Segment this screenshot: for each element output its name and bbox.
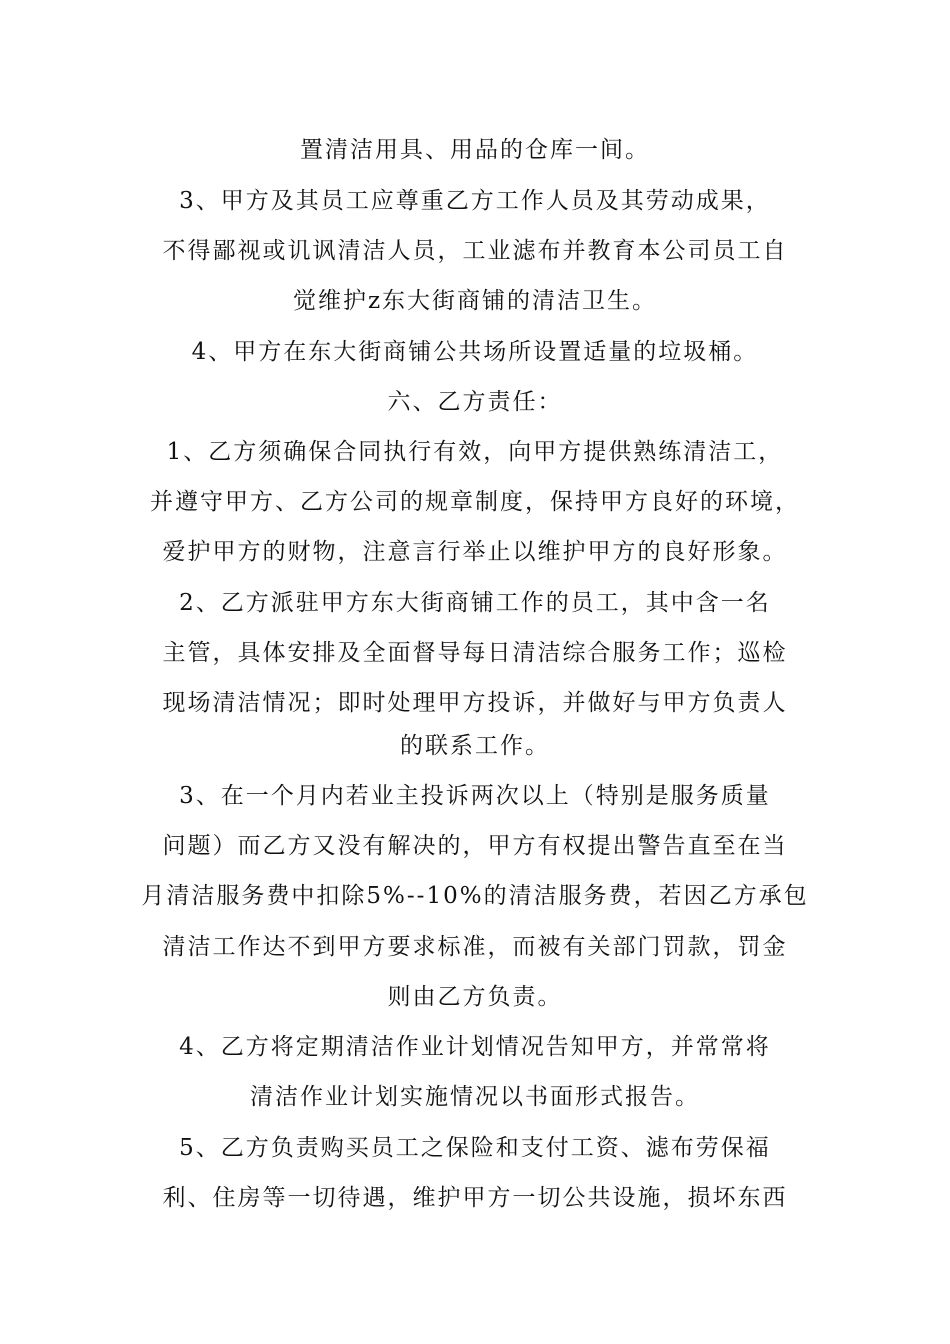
text-line: 主管，具体安排及全面督导每日清洁综合服务工作；巡检 (162, 640, 788, 666)
text-line: 4、乙方将定期清洁作业计划情况告知甲方，并常常将 (179, 1034, 771, 1060)
text-line: 2、乙方派驻甲方东大街商铺工作的员工，其中含一名 (179, 590, 771, 616)
text-line: 5、乙方负责购买员工之保险和支付工资、滤布劳保福 (179, 1135, 771, 1161)
text-line: 置清洁用具、用品的仓库一间。 (300, 137, 650, 163)
text-line: 不得鄙视或讥讽清洁人员，工业滤布并教育本公司员工自 (162, 238, 788, 264)
text-line: 3、甲方及其员工应尊重乙方工作人员及其劳动成果， (179, 188, 771, 214)
text-line: 清洁工作达不到甲方要求标准，而被有关部门罚款，罚金 (162, 934, 788, 960)
text-line: 觉维护z东大街商铺的清洁卫生。 (292, 288, 658, 314)
text-line: 并遵守甲方、乙方公司的规章制度，保持甲方良好的环境， (150, 489, 800, 515)
text-line: 的联系工作。 (400, 733, 550, 759)
text-line: 则由乙方负责。 (387, 984, 563, 1010)
text-line: 利、住房等一切待遇，维护甲方一切公共设施，损坏东西 (162, 1185, 788, 1211)
text-line: 爱护甲方的财物，注意言行举止以维护甲方的良好形象。 (162, 539, 788, 565)
text-line: 现场清洁情况；即时处理甲方投诉，并做好与甲方负责人 (162, 690, 788, 716)
text-line: 月清洁服务费中扣除5%--10%的清洁服务费，若因乙方承包 (141, 883, 809, 909)
section-heading: 六、乙方责任： (387, 389, 563, 415)
text-line: 清洁作业计划实施情况以书面形式报告。 (250, 1084, 700, 1110)
text-line: 3、在一个月内若业主投诉两次以上（特别是服务质量 (179, 783, 771, 809)
text-line: 问题）而乙方又没有解决的，甲方有权提出警告直至在当 (162, 833, 788, 859)
text-line: 4、甲方在东大街商铺公共场所设置适量的垃圾桶。 (191, 339, 759, 365)
text-line: 1、乙方须确保合同执行有效，向甲方提供熟练清洁工， (166, 439, 784, 465)
